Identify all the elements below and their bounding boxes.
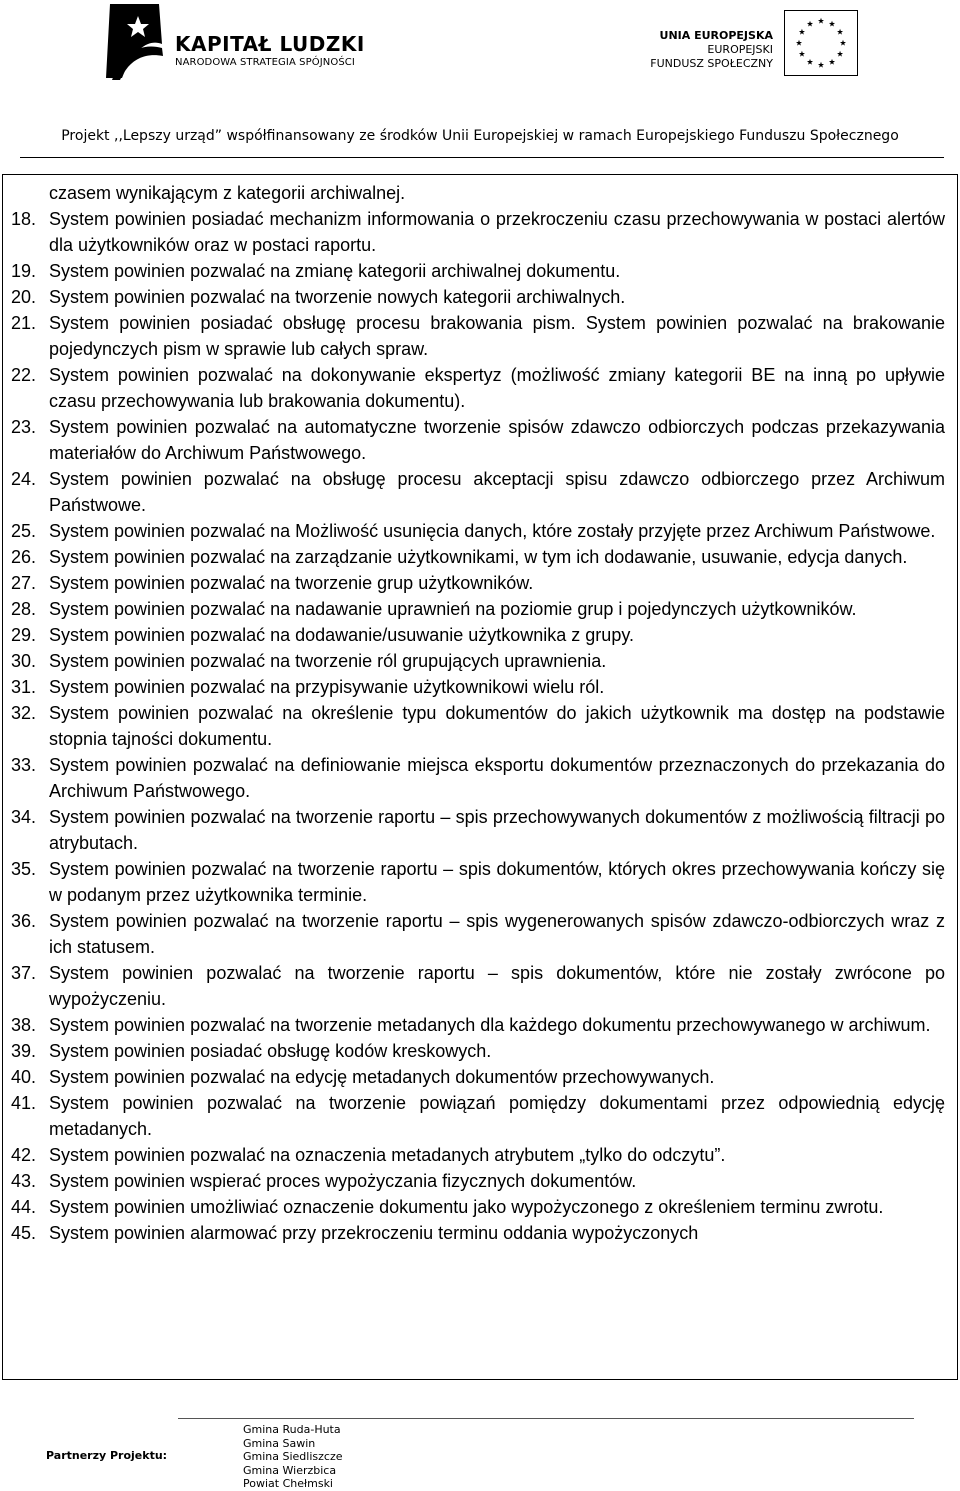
item-text: System powinien pozwalać na przypisywanie użytkownikowi wielu ról. bbox=[49, 677, 605, 697]
item-number: 32. bbox=[11, 703, 37, 723]
item-text: System powinien pozwalać na edycję metadanych dokumentów przechowywanych. bbox=[49, 1067, 715, 1087]
list-item bbox=[3, 908, 957, 960]
project-statement: Projekt ,,Lepszy urząd” współfinansowany ze środków Unii Europejskiej w ramach Europejskiego Funduszu Społecznego bbox=[61, 128, 899, 144]
kapital-ludzki-title: KAPITAŁ LUDZKI bbox=[175, 32, 365, 56]
list-item bbox=[3, 466, 957, 518]
item-number: 21. bbox=[11, 313, 37, 333]
list-item bbox=[3, 1090, 957, 1142]
item-number: 28. bbox=[11, 599, 37, 619]
list-item bbox=[3, 544, 957, 570]
header-divider bbox=[20, 157, 944, 158]
item-text: System powinien pozwalać na zarządzanie użytkownikami, w tym ich dodawanie, usuwanie, edycja danych. bbox=[49, 547, 908, 567]
partners-label: Partnerzy Projektu: bbox=[46, 1449, 168, 1462]
item-text: System powinien pozwalać na określenie typu dokumentów do jakich użytkownik ma dostęp na podstawie stopnia tajności dokumentu. bbox=[49, 703, 945, 749]
list-item bbox=[3, 206, 957, 258]
item-text: System powinien pozwalać na obsługę procesu akceptacji spisu zdawczo odbiorczego przez Archiwum Państwowe. bbox=[49, 469, 945, 515]
kapital-ludzki-subtitle: NARODOWA STRATEGIA SPÓJNOŚCI bbox=[175, 57, 355, 68]
item-text: System powinien pozwalać na dokonywanie ekspertyz (możliwość zmiany kategorii BE na inną po upływie czasu przechowywania lub brakowania dokumentu). bbox=[49, 365, 945, 411]
item-number: 42. bbox=[11, 1145, 37, 1165]
partners-list bbox=[243, 1423, 343, 1491]
item-number: 36. bbox=[11, 911, 37, 931]
list-item bbox=[3, 570, 957, 596]
item-text: System powinien posiadać obsługę procesu brakowania pism. System powinien pozwalać na brakowanie pojedynczych pism w sprawie lub całych spraw. bbox=[49, 313, 945, 359]
item-number: 41. bbox=[11, 1093, 37, 1113]
list-item bbox=[3, 1064, 957, 1090]
item-number: 24. bbox=[11, 469, 37, 489]
partner-name: Gmina Wierzbica bbox=[243, 1463, 337, 1477]
list-item bbox=[3, 648, 957, 674]
requirements-list bbox=[3, 180, 957, 1246]
item-text: System powinien umożliwiać oznaczenie dokumentu jako wypożyczonego z określeniem terminu zwrotu. bbox=[49, 1197, 884, 1217]
item-text: System powinien pozwalać na definiowanie miejsca eksportu dokumentów przeznaczonych do przekazania do Archiwum Państwowego. bbox=[49, 755, 945, 801]
partner-name: Gmina Siedliszcze bbox=[243, 1450, 343, 1464]
list-item bbox=[3, 284, 957, 310]
item-text: System powinien pozwalać na nadawanie uprawnień na poziomie grup i pojedynczych użytkowników. bbox=[49, 599, 857, 619]
eu-line-3: FUNDUSZ SPOŁECZNY bbox=[650, 57, 773, 70]
item-text: System powinien pozwalać na tworzenie raportu – spis dokumentów, których okres przechowywania kończy się w podanym przez użytkownika terminie. bbox=[49, 859, 945, 905]
kapital-ludzki-text bbox=[175, 33, 365, 69]
item-text: System powinien pozwalać na oznaczenia metadanych atrybutem „tylko do odczytu”. bbox=[49, 1145, 726, 1165]
item-number: 20. bbox=[11, 287, 37, 307]
eu-flag-icon bbox=[784, 10, 858, 76]
item-number: 38. bbox=[11, 1015, 37, 1035]
list-item bbox=[3, 1038, 957, 1064]
item-text: System powinien pozwalać na Możliwość usunięcia danych, które zostały przyjęte przez Archiwum Państwowe. bbox=[49, 521, 936, 541]
list-item bbox=[3, 960, 957, 1012]
kapital-ludzki-logo bbox=[102, 2, 164, 82]
item-number: 23. bbox=[11, 417, 37, 437]
item-number: 22. bbox=[11, 365, 37, 385]
list-item bbox=[3, 1194, 957, 1220]
item-number: 43. bbox=[11, 1171, 37, 1191]
item-text: System powinien pozwalać na zmianę kategorii archiwalnej dokumentu. bbox=[49, 261, 621, 281]
item-text: System powinien posiadać mechanizm informowania o przekroczeniu czasu przechowywania w postaci alertów dla użytkowników oraz w postaci raportu. bbox=[49, 209, 945, 255]
item-number: 44. bbox=[11, 1197, 37, 1217]
item-number: 26. bbox=[11, 547, 37, 567]
item-number: 19. bbox=[11, 261, 37, 281]
item-text: System powinien pozwalać na tworzenie raportu – spis przechowywanych dokumentów z możliwością filtracji po atrybutach. bbox=[49, 807, 945, 853]
list-item bbox=[3, 518, 957, 544]
item-number: 45. bbox=[11, 1223, 37, 1243]
item-text: System powinien alarmować przy przekroczeniu terminu oddania wypożyczonych bbox=[49, 1223, 699, 1243]
footer-divider bbox=[178, 1418, 914, 1419]
item-number: 30. bbox=[11, 651, 37, 671]
list-item bbox=[3, 1168, 957, 1194]
item-number: 29. bbox=[11, 625, 37, 645]
item-text: System powinien pozwalać na tworzenie nowych kategorii archiwalnych. bbox=[49, 287, 626, 307]
item-text: System powinien pozwalać na tworzenie metadanych dla każdego dokumentu przechowywanego w archiwum. bbox=[49, 1015, 931, 1035]
item-text: System powinien pozwalać na tworzenie grup użytkowników. bbox=[49, 573, 534, 593]
list-item bbox=[3, 596, 957, 622]
item-text: System powinien pozwalać na tworzenie powiązań pomiędzy dokumentami przez odpowiednią edycję metadanych. bbox=[49, 1093, 945, 1139]
item-number: 39. bbox=[11, 1041, 37, 1061]
item-text: System powinien pozwalać na tworzenie ról grupujących uprawnienia. bbox=[49, 651, 607, 671]
list-item bbox=[3, 1012, 957, 1038]
item-text: System powinien wspierać proces wypożyczania fizycznych dokumentów. bbox=[49, 1171, 637, 1191]
page-header bbox=[0, 0, 960, 160]
requirements-box bbox=[2, 174, 958, 1380]
item-number: 33. bbox=[11, 755, 37, 775]
eu-fund-text bbox=[640, 29, 773, 71]
list-item bbox=[3, 752, 957, 804]
partner-name: Gmina Sawin bbox=[243, 1436, 316, 1450]
list-item bbox=[3, 310, 957, 362]
eu-line-1: UNIA EUROPEJSKA bbox=[659, 29, 773, 42]
item-number: 25. bbox=[11, 521, 37, 541]
item-number: 31. bbox=[11, 677, 37, 697]
item-number: 40. bbox=[11, 1067, 37, 1087]
partner-name: Gmina Ruda-Huta bbox=[243, 1423, 341, 1436]
item-text: System powinien pozwalać na tworzenie raportu – spis wygenerowanych spisów zdawczo-odbiorczych wraz z ich statusem. bbox=[49, 911, 945, 957]
item-text: System powinien posiadać obsługę kodów kreskowych. bbox=[49, 1041, 492, 1061]
list-item bbox=[3, 362, 957, 414]
continued-text: czasem wynikającym z kategorii archiwalnej. bbox=[49, 183, 406, 203]
item-text: System powinien pozwalać na tworzenie raportu – spis dokumentów, które nie zostały zwrócone po wypożyczeniu. bbox=[49, 963, 945, 1009]
eu-line-2: EUROPEJSKI bbox=[707, 43, 773, 56]
item-number: 34. bbox=[11, 807, 37, 827]
item-number: 27. bbox=[11, 573, 37, 593]
list-item bbox=[3, 1220, 957, 1246]
list-item bbox=[3, 1142, 957, 1168]
item-number: 37. bbox=[11, 963, 37, 983]
list-item bbox=[3, 414, 957, 466]
item-number: 18. bbox=[11, 209, 37, 229]
item-text: System powinien pozwalać na automatyczne tworzenie spisów zdawczo odbiorczych podczas przekazywania materiałów do Archiwum Państwowego. bbox=[49, 417, 945, 463]
list-item bbox=[3, 622, 957, 648]
list-item bbox=[3, 700, 957, 752]
list-item bbox=[3, 674, 957, 700]
list-item bbox=[3, 856, 957, 908]
item-text: System powinien pozwalać na dodawanie/usuwanie użytkownika z grupy. bbox=[49, 625, 634, 645]
list-item bbox=[3, 804, 957, 856]
list-item bbox=[3, 258, 957, 284]
partner-name: Powiat Chełmski bbox=[243, 1477, 333, 1491]
item-number: 35. bbox=[11, 859, 37, 879]
